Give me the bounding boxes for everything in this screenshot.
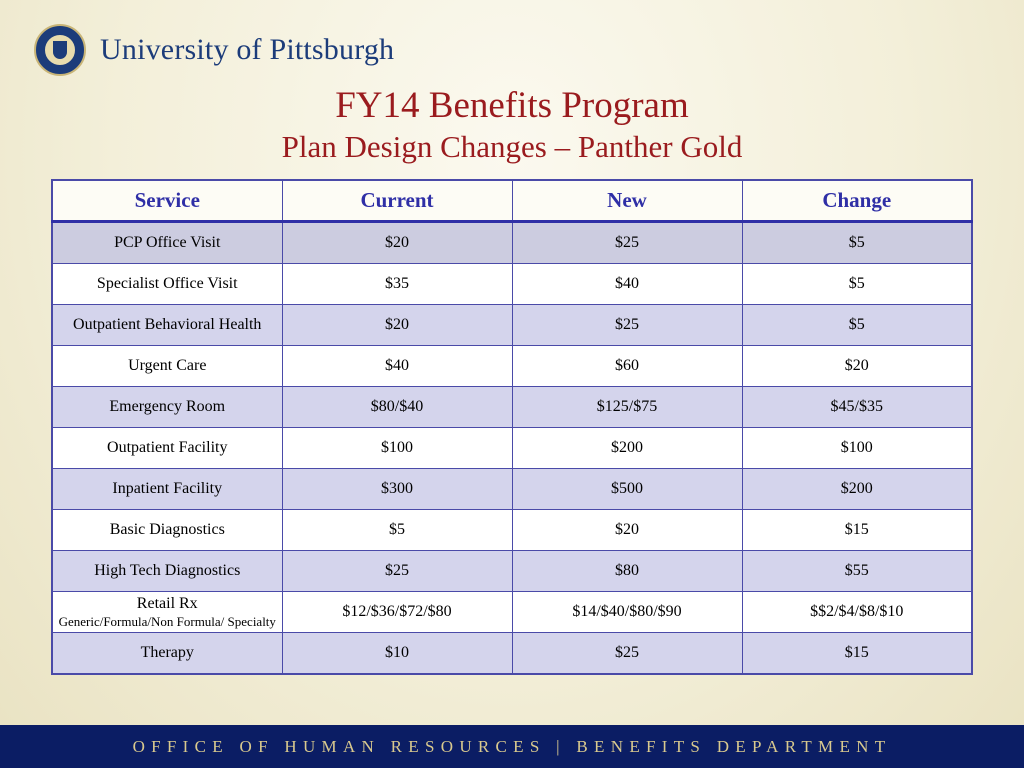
table-row — [52, 592, 972, 633]
change-cell: $55 — [742, 551, 972, 592]
change-cell: $15 — [742, 510, 972, 551]
new-cell: $25 — [512, 222, 742, 264]
new-cell: $200 — [512, 428, 742, 469]
new-cell: $14/$40/$80/$90 — [512, 592, 742, 633]
service-cell: Outpatient Behavioral Health — [52, 305, 282, 346]
change-cell: $5 — [742, 222, 972, 264]
table-header-row — [52, 180, 972, 222]
change-cell: $200 — [742, 469, 972, 510]
current-cell: $20 — [282, 222, 512, 264]
footer-bar — [0, 725, 1024, 768]
current-cell: $25 — [282, 551, 512, 592]
table-row — [52, 346, 972, 387]
footer-text: OFFICE OF HUMAN RESOURCES | BENEFITS DEPARTMENT — [132, 736, 892, 756]
service-cell: Outpatient Facility — [52, 428, 282, 469]
column-header-change: Change — [742, 180, 972, 222]
change-cell: $15 — [742, 633, 972, 675]
new-cell: $25 — [512, 633, 742, 675]
table-row — [52, 305, 972, 346]
table-row — [52, 510, 972, 551]
new-cell: $500 — [512, 469, 742, 510]
service-cell: Inpatient Facility — [52, 469, 282, 510]
table-row — [52, 428, 972, 469]
current-cell: $80/$40 — [282, 387, 512, 428]
column-header-service: Service — [52, 180, 282, 222]
change-cell: $45/$35 — [742, 387, 972, 428]
table-row — [52, 469, 972, 510]
new-cell: $80 — [512, 551, 742, 592]
new-cell: $125/$75 — [512, 387, 742, 428]
service-cell-sub: Generic/Formula/Non Formula/ Specialty — [58, 614, 276, 629]
service-cell: Therapy — [52, 633, 282, 675]
current-cell: $12/$36/$72/$80 — [282, 592, 512, 633]
table-row — [52, 387, 972, 428]
service-cell: High Tech Diagnostics — [52, 551, 282, 592]
new-cell: $20 — [512, 510, 742, 551]
change-cell: $100 — [742, 428, 972, 469]
university-logo — [34, 22, 394, 78]
university-seal-icon — [34, 24, 86, 76]
current-cell: $35 — [282, 264, 512, 305]
service-cell: Basic Diagnostics — [52, 510, 282, 551]
new-cell: $40 — [512, 264, 742, 305]
service-cell: Emergency Room — [52, 387, 282, 428]
logo-wordmark: University of Pittsburgh — [100, 33, 395, 66]
table-row — [52, 222, 972, 264]
slide-title: FY14 Benefits Program — [335, 85, 689, 126]
column-header-new: New — [512, 180, 742, 222]
current-cell: $20 — [282, 305, 512, 346]
table-row — [52, 551, 972, 592]
new-cell: $25 — [512, 305, 742, 346]
service-cell: Urgent Care — [52, 346, 282, 387]
change-cell: $5 — [742, 305, 972, 346]
benefits-table — [51, 179, 973, 675]
current-cell: $100 — [282, 428, 512, 469]
current-cell: $300 — [282, 469, 512, 510]
table-row — [52, 633, 972, 675]
table-row — [52, 264, 972, 305]
service-cell: Specialist Office Visit — [52, 264, 282, 305]
change-cell: $20 — [742, 346, 972, 387]
service-cell: PCP Office Visit — [52, 222, 282, 264]
current-cell: $40 — [282, 346, 512, 387]
current-cell: $5 — [282, 510, 512, 551]
column-header-current: Current — [282, 180, 512, 222]
service-cell-main: Retail Rx — [136, 595, 198, 612]
slide-subtitle: Plan Design Changes – Panther Gold — [281, 129, 743, 164]
change-cell: $5 — [742, 264, 972, 305]
change-cell: $$2/$4/$8/$10 — [742, 592, 972, 633]
slide-title-block — [0, 84, 1024, 166]
new-cell: $60 — [512, 346, 742, 387]
current-cell: $10 — [282, 633, 512, 675]
service-cell — [52, 592, 282, 633]
